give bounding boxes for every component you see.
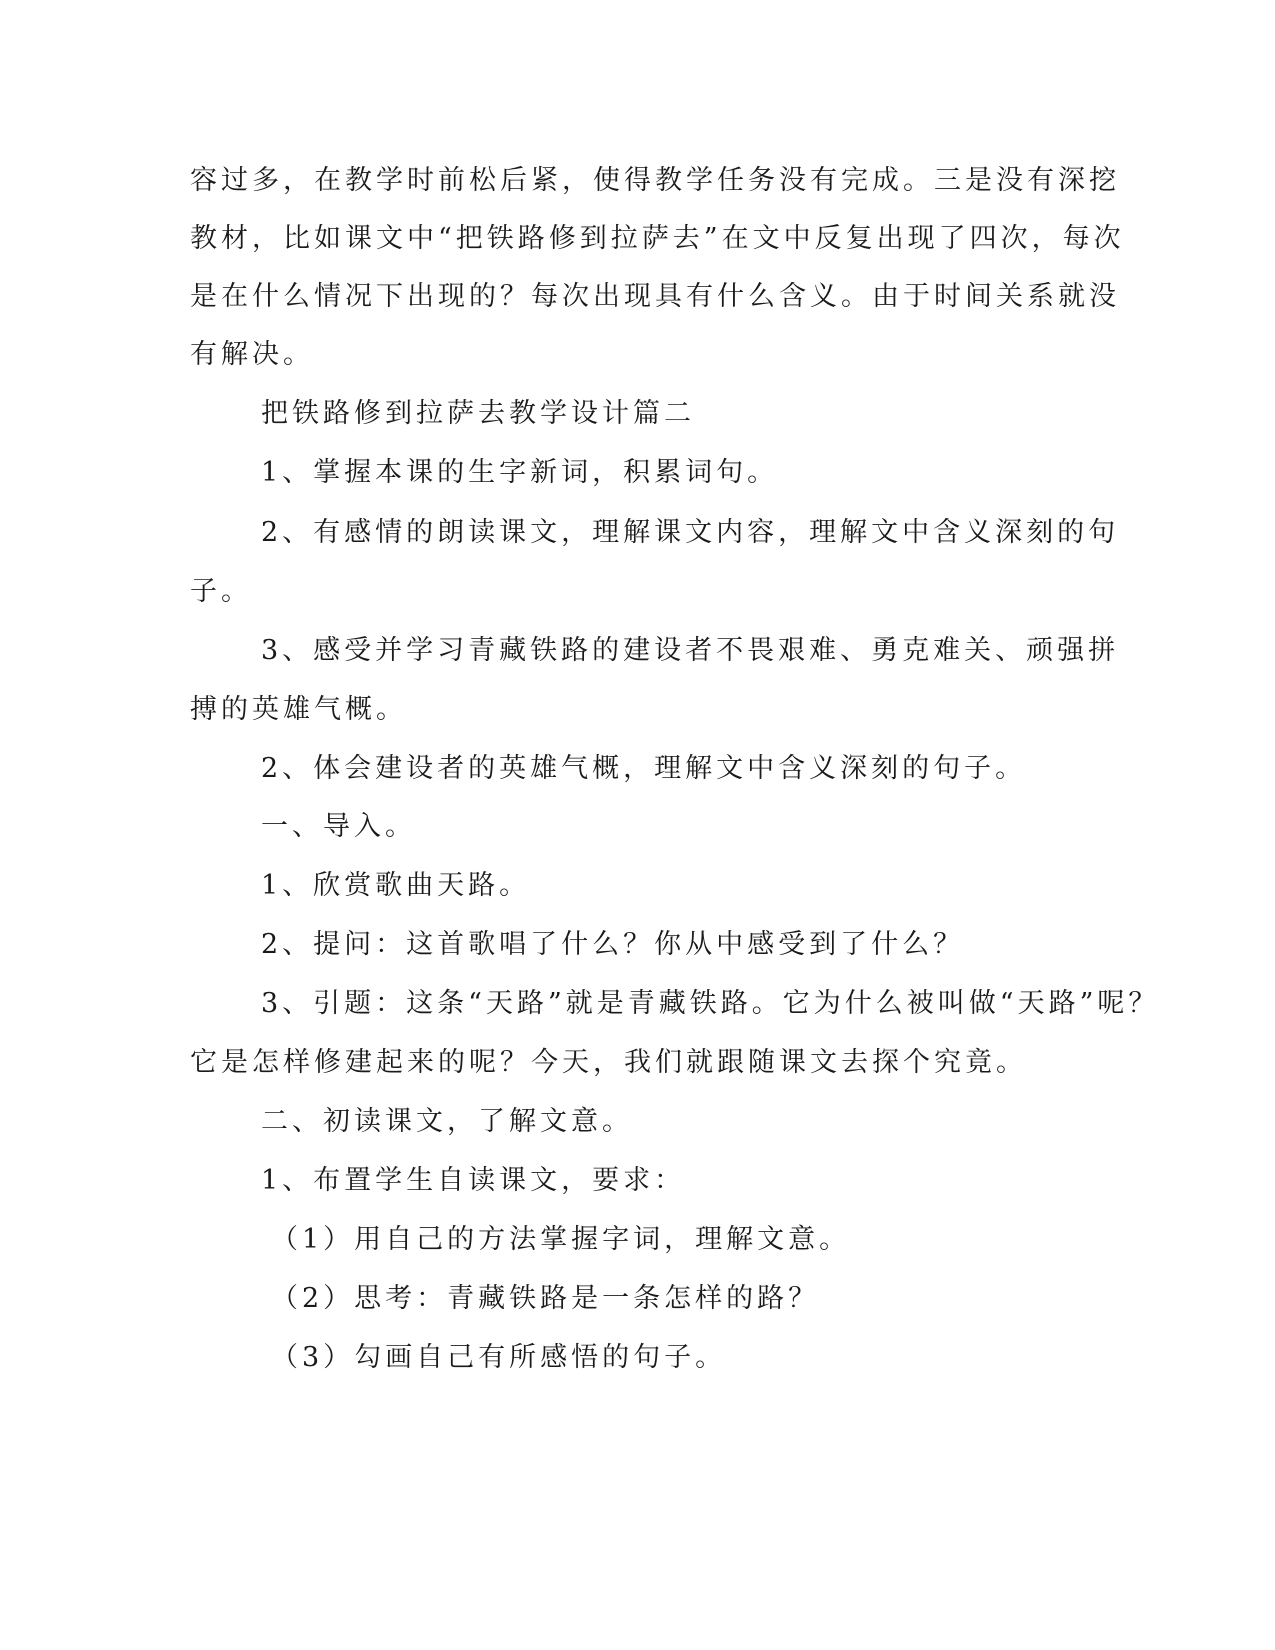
text-line: 教材，比如课文中“把铁路修到拉萨去”在文中反复出现了四次，每次: [190, 223, 1125, 254]
text-line: 有解决。: [190, 339, 314, 370]
text-line: 容过多，在教学时前松后紧，使得教学任务没有完成。三是没有深挖: [190, 165, 1120, 196]
text-line: 2、体会建设者的英雄气概，理解文中含义深刻的句子。: [261, 753, 1027, 784]
text-line: 二、初读课文，了解文意。: [261, 1106, 633, 1137]
text-line: 搏的英雄气概。: [190, 694, 407, 725]
text-line: 2、提问：这首歌唱了什么？你从中感受到了什么？: [261, 929, 965, 960]
text-line: （3）勾画自己有所感悟的句子。: [271, 1342, 727, 1373]
text-line: 3、引题：这条“天路”就是青藏铁路。它为什么被叫做“天路”呢？: [261, 988, 1160, 1019]
text-line: 它是怎样修建起来的呢？今天，我们就跟随课文去探个究竟。: [190, 1047, 1027, 1078]
text-line: （1）用自己的方法掌握字词，理解文意。: [271, 1224, 851, 1255]
text-line: 1、掌握本课的生字新词，积累词句。: [261, 457, 779, 488]
text-line: 是在什么情况下出现的？每次出现具有什么含义。由于时间关系就没: [190, 281, 1120, 312]
text-line: （2）思考：青藏铁路是一条怎样的路？: [271, 1283, 820, 1314]
text-line: 1、布置学生自读课文，要求：: [261, 1165, 686, 1196]
text-line: 一、导入。: [261, 811, 416, 842]
text-line: 1、欣赏歌曲天路。: [261, 870, 531, 901]
text-line: 子。: [190, 576, 252, 607]
text-line: 3、感受并学习青藏铁路的建设者不畏艰难、勇克难关、顽强拼: [261, 635, 1120, 666]
text-line: 2、有感情的朗读课文，理解课文内容，理解文中含义深刻的句: [261, 517, 1120, 548]
section-heading: 把铁路修到拉萨去教学设计篇二: [261, 398, 695, 429]
